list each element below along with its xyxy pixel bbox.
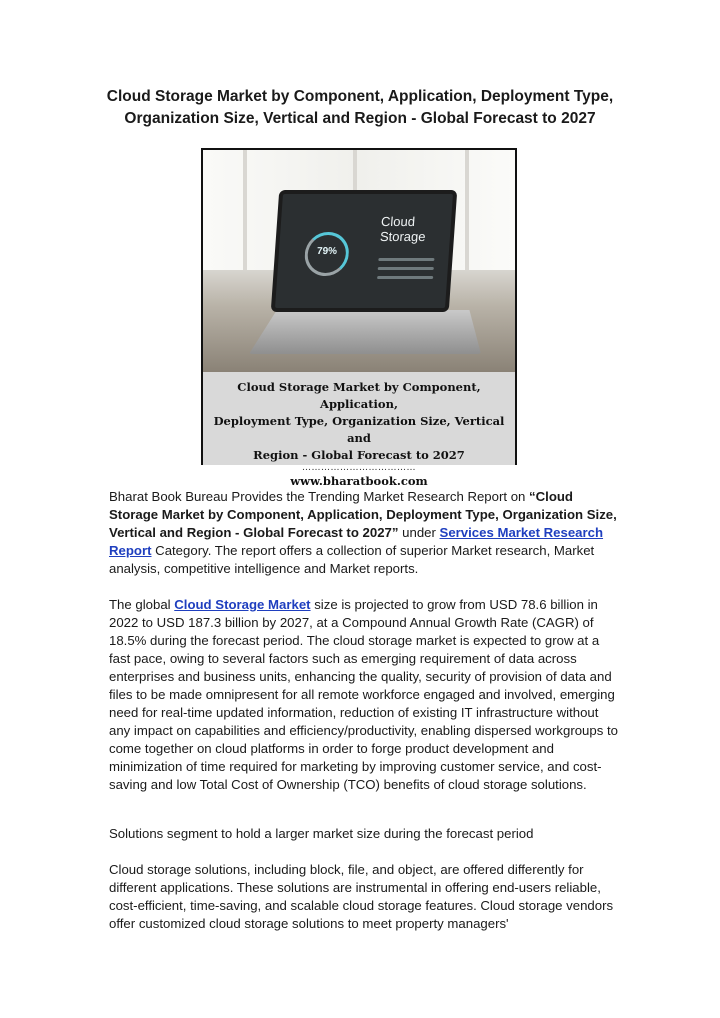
title-line-2: Organization Size, Vertical and Region - Global Forecast to 2027 xyxy=(124,110,596,127)
title-line-1: Cloud Storage Market by Component, Application, Deployment Type, xyxy=(106,88,614,105)
caption-title xyxy=(205,379,513,464)
laptop-photo xyxy=(203,150,515,372)
image-caption xyxy=(203,372,515,488)
report-title-bold: “Cloud Storage Market by Component, Application, Deployment Type, Organization Size, Vertical and Region - Global Forecast to 2027” xyxy=(109,489,617,540)
under-text: under xyxy=(398,525,440,540)
paragraph-solutions: Cloud storage solutions, including block, file, and object, are offered differently for different applications. These solutions are instrumental in offering end-users reliable, cost-efficient, time-saving, and scalable cloud storage features. Cloud storage vendors offer customized cloud storage solutions to meet property managers' xyxy=(109,862,614,931)
intro-rest: Category. The report offers a collection of superior Market research, Market analysis, competitive intelligence and Market reports. xyxy=(109,543,595,576)
paragraph-segment-heading: Solutions segment to hold a larger market size during the forecast period xyxy=(109,826,534,841)
paragraph-intro xyxy=(109,488,619,578)
caption-website: www.bharatbook.com xyxy=(290,474,428,488)
screen-text-cloud: Cloud xyxy=(380,214,416,229)
market-lead: The global xyxy=(109,597,175,612)
category-link[interactable]: Services Market Research Report xyxy=(109,525,604,558)
caption-dots: ……………………………… xyxy=(302,463,416,473)
screen-menu-lines xyxy=(377,258,435,285)
page-title xyxy=(80,86,640,130)
caption-line-3: Region - Global Forecast to 2027 xyxy=(253,448,465,462)
caption-line-2: Deployment Type, Organization Size, Vertical and xyxy=(213,414,505,445)
intro-text: Bharat Book Bureau Provides the Trending Market Research Report on xyxy=(109,489,530,504)
caption-line-1: Cloud Storage Market by Component, Application, xyxy=(237,380,481,411)
laptop-base xyxy=(249,310,481,354)
cloud-storage-market-link[interactable]: Cloud Storage Market xyxy=(174,597,311,612)
laptop-screen xyxy=(271,190,458,312)
screen-percent: 79% xyxy=(316,246,338,257)
paragraph-market-size xyxy=(109,596,619,794)
market-body: size is projected to grow from USD 78.6 billion in 2022 to USD 187.3 billion by 2027, at a Compound Annual Growth Rate (CAGR) of 18.5% during the forecast period. The cloud storage market is expected to grow at a fast pace, owing to several factors such as emerging requirement of data across enterprises and business units, enhancing the quality, security of provision of data and files to be made omnipresent for all remote workforce engaged and involved, emerging need for real-time updated information, reduction of existing IT infrastructure without any impact on capabilities and efficiency/productivity, enabling dispersed workgroups to come together on cloud platforms in order to forge product development and minimization of time required for marketing by improving customer service, and cost-saving and low Total Cost of Ownership (TCO) benefits of cloud storage solutions. xyxy=(109,597,618,792)
screen-text-storage: Storage xyxy=(379,229,427,244)
hero-image xyxy=(201,148,517,488)
screen-heading xyxy=(379,214,427,244)
